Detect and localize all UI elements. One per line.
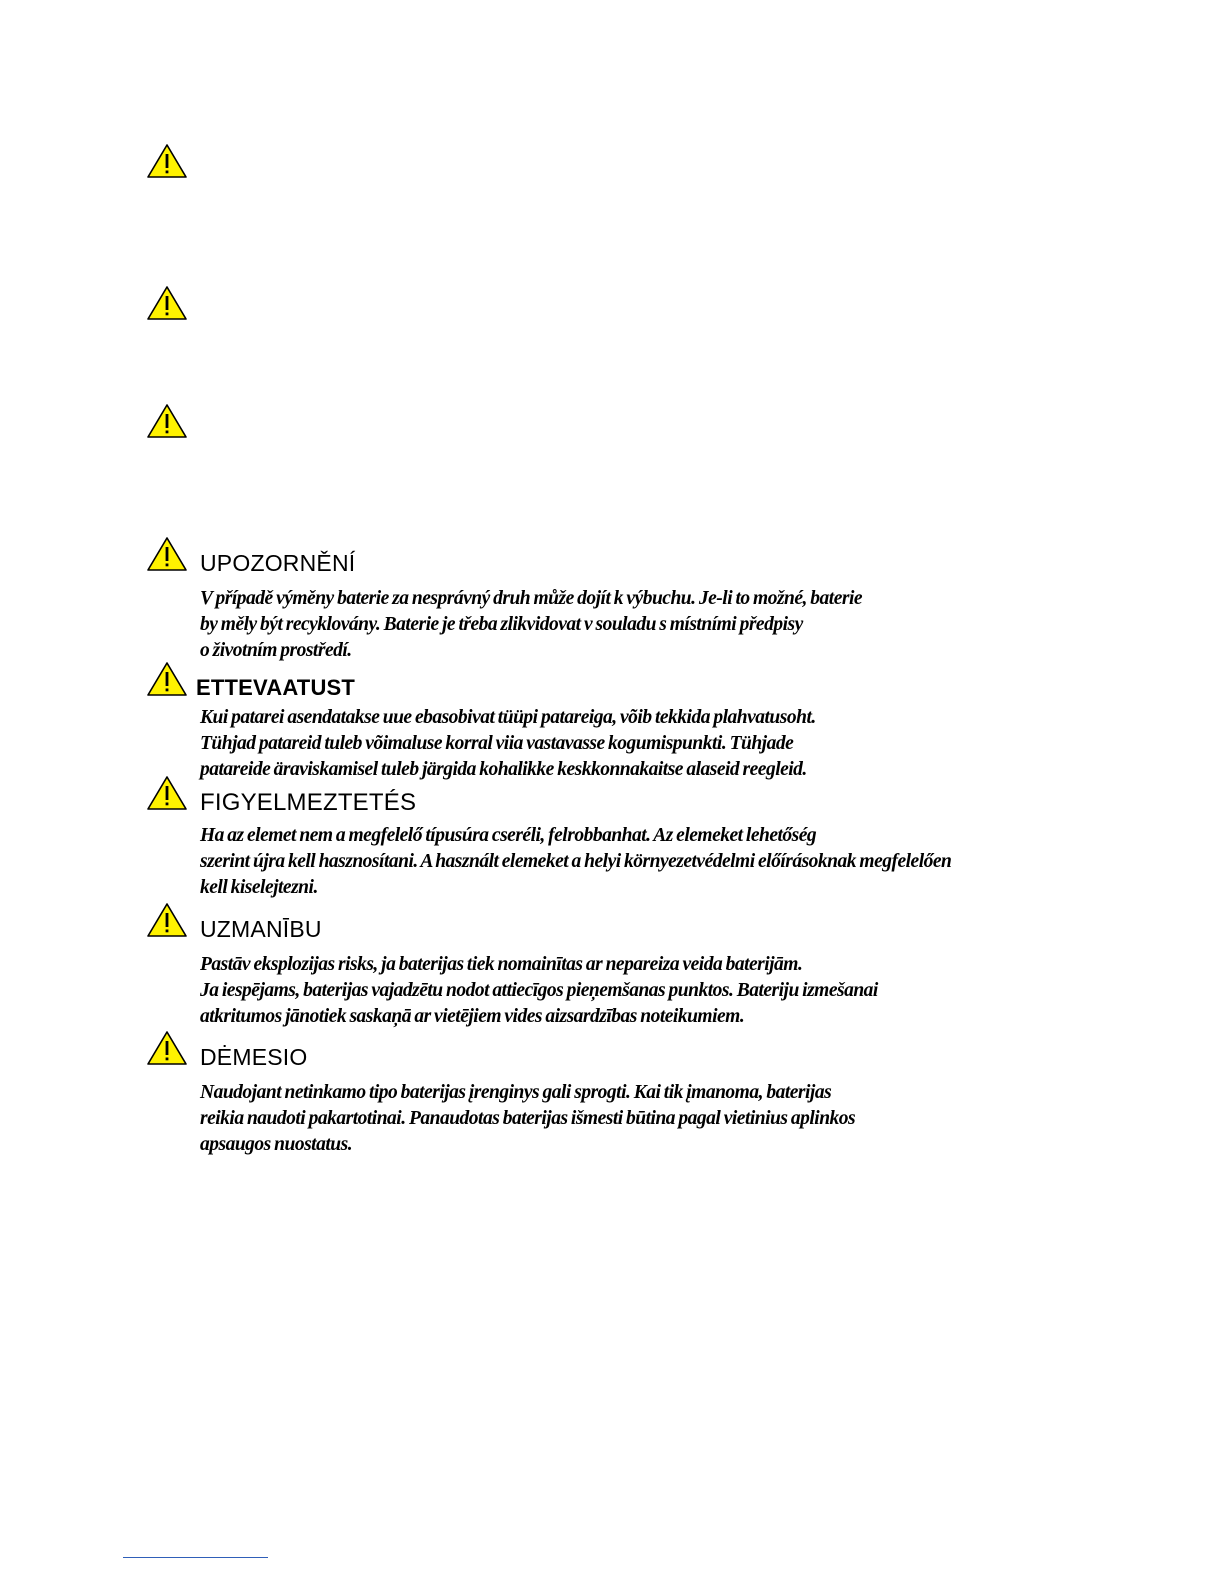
warning-text-line: V případě výměny baterie za nesprávný druh může dojít k výbuchu. Je-li to možné, baterie [200, 588, 863, 609]
warning-triangle-icon [146, 661, 188, 697]
warning-triangle-icon [146, 902, 188, 938]
warning-text-line: Ha az elemet nem a megfelelő típusúra cseréli, felrobbanhat. Az elemeket lehetőség [200, 825, 817, 846]
warning-text [200, 586, 862, 664]
warning-text-line: Pastāv eksplozijas risks, ja baterijas tiek nomainītas ar nepareiza veida baterijām. [200, 954, 803, 975]
warning-title: UPOZORNĚNÍ [200, 550, 356, 576]
warning-title: UZMANĪBU [200, 916, 322, 942]
warning-text-line: Ja iespējams, baterijas vajadzētu nodot attiecīgos pieņemšanas punktos. Bateriju izmešanai [200, 980, 878, 1001]
warning-text-line: Tühjad patareid tuleb võimaluse korral viia vastavasse kogumispunkti. Tühjade [200, 733, 794, 754]
warning-text-line: reikia naudoti pakartotinai. Panaudotas baterijas išmesti būtina pagal vietinius aplinkos [200, 1108, 856, 1129]
warning-triangle-icon [146, 285, 188, 321]
warning-text-line: szerint újra kell hasznosítani. A használt elemeket a helyi környezetvédelmi előírásoknak megfelelően [200, 851, 952, 872]
warning-triangle-icon [146, 536, 188, 572]
warning-text-line: kell kiselejtezni. [200, 877, 318, 898]
warning-triangle-icon [146, 1030, 188, 1066]
warning-title: FIGYELMEZTETÉS [200, 789, 417, 816]
warning-text-line: by měly být recyklovány. Baterie je třeba zlikvidovat v souladu s místními předpisy [200, 614, 803, 635]
warning-text [200, 952, 878, 1030]
warning-text-line: o životním prostředí. [200, 640, 352, 661]
warning-title: DĖMESIO [200, 1044, 308, 1070]
warning-triangle-icon [146, 403, 188, 439]
warning-triangle-icon [146, 775, 188, 811]
warning-text [200, 823, 951, 901]
warning-text-line: atkritumos jānotiek saskaņā ar vietējiem vides aizsardzības noteikumiem. [200, 1006, 745, 1027]
warning-text [200, 705, 816, 783]
footnote-separator [123, 1557, 268, 1558]
warning-triangle-icon [146, 143, 188, 179]
warning-text-line: Kui patarei asendatakse uue ebasobivat tüüpi patareiga, võib tekkida plahvatusoht. [200, 707, 816, 728]
warning-title: ETTEVAATUST [196, 675, 356, 700]
warning-text-line: apsaugos nuostatus. [200, 1134, 353, 1155]
warning-text [200, 1080, 855, 1158]
warning-text-line: Naudojant netinkamo tipo baterijas įrenginys gali sprogti. Kai tik įmanoma, baterijas [200, 1082, 832, 1103]
warning-text-line: patareide äraviskamisel tuleb järgida kohalikke keskkonnakaitse alaseid reegleid. [200, 759, 807, 780]
